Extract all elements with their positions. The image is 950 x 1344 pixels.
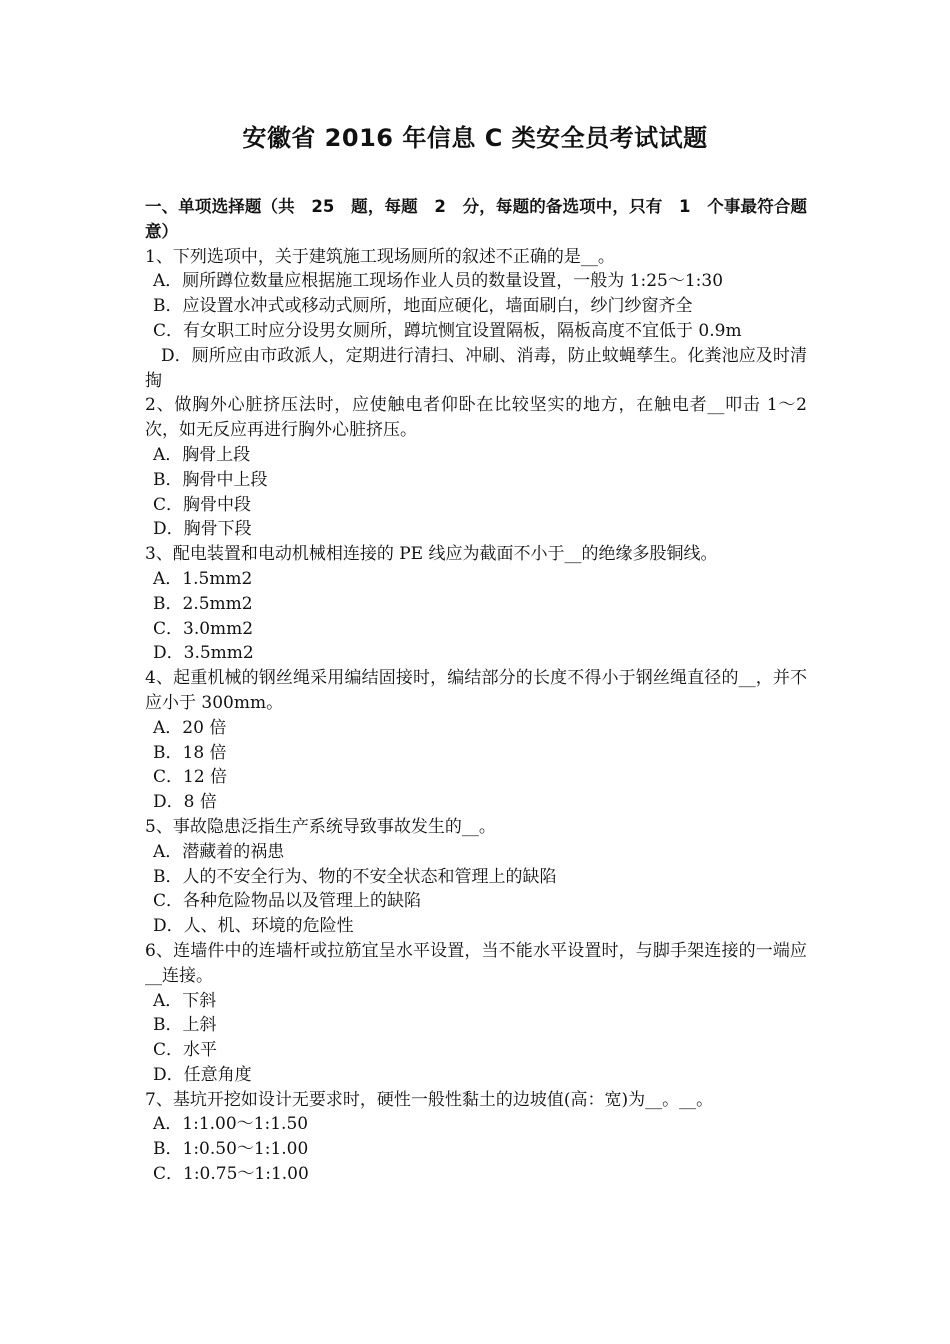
option-letter: D． — [153, 916, 184, 937]
option-text: 各种危险物品以及管理上的缺陷 — [183, 891, 422, 912]
option-d — [145, 517, 807, 542]
option-letter: D． — [153, 519, 184, 540]
option-c — [145, 493, 807, 518]
option-a — [145, 1112, 807, 1137]
option-a — [145, 840, 807, 865]
option-text: 1:1.00～1:1.50 — [182, 1114, 309, 1135]
option-letter: C． — [153, 320, 184, 341]
question-text: 4、起重机械的钢丝绳采用编结固接时，编结部分的长度不得小于钢丝绳直径的__，并不应小于 300mm。 — [145, 668, 807, 713]
option-b — [145, 294, 807, 319]
option-letter: D． — [153, 643, 184, 664]
question-text: 6、连墙件中的连墙杆或拉筋宜呈水平设置，当不能水平设置时，与脚手架连接的一端应__连接。 — [145, 940, 807, 986]
option-letter: A． — [153, 717, 183, 738]
option-letter: C． — [153, 767, 184, 788]
option-letter: B． — [153, 296, 183, 317]
option-letter: B． — [153, 1139, 183, 1160]
option-letter: A． — [153, 271, 183, 292]
option-c — [145, 889, 807, 914]
option-text: 20 倍 — [182, 717, 227, 738]
option-d — [145, 344, 807, 394]
option-letter: A． — [153, 444, 183, 465]
option-letter: C． — [153, 494, 184, 515]
option-text: 水平 — [183, 1040, 218, 1061]
question-text: 3、配电装置和电动机械相连接的 PE 线应为截面不小于__的绝缘多股铜线。 — [145, 544, 718, 565]
option-letter: D． — [161, 345, 192, 366]
option-d — [145, 914, 807, 939]
question-text: 5、事故隐患泛指生产系统导致事故发生的__。 — [145, 816, 496, 837]
option-letter: B． — [153, 469, 183, 490]
option-c — [145, 319, 807, 344]
question-block — [145, 939, 807, 1088]
option-a — [145, 989, 807, 1014]
option-letter: B． — [153, 866, 183, 887]
question-block — [145, 542, 807, 666]
option-c — [145, 1162, 807, 1187]
option-b — [145, 468, 807, 493]
question-text: 7、基坑开挖如设计无要求时，硬性一般性黏土的边坡值(高：宽)为__。__。 — [145, 1089, 714, 1110]
question-block — [145, 815, 807, 939]
option-letter: C． — [153, 891, 184, 912]
option-text: 应设置水冲式或移动式厕所，地面应硬化，墙面刷白，纱门纱窗齐全 — [182, 296, 693, 317]
option-letter: C． — [153, 1164, 184, 1185]
option-b — [145, 1137, 807, 1162]
question-block — [145, 1088, 807, 1187]
option-letter: C． — [153, 1040, 184, 1061]
option-letter: A． — [153, 1114, 183, 1135]
option-text: 3.5mm2 — [183, 643, 254, 664]
option-text: 厕所蹲位数量应根据施工现场作业人员的数量设置，一般为 1:25～1:30 — [182, 271, 724, 292]
option-text: 人、机、环境的危险性 — [183, 916, 354, 937]
option-letter: A． — [153, 990, 183, 1011]
option-text: 8 倍 — [183, 792, 217, 813]
option-text: 上斜 — [182, 1015, 217, 1036]
option-text: 3.0mm2 — [183, 618, 254, 639]
option-letter: D． — [153, 792, 184, 813]
option-a — [145, 567, 807, 592]
document-title: 安徽省 2016 年信息 C 类安全员考试试题 — [242, 124, 708, 152]
option-d — [145, 641, 807, 666]
question-block — [145, 393, 807, 542]
option-a — [145, 269, 807, 294]
option-text: 胸骨中段 — [183, 494, 252, 515]
option-b — [145, 1013, 807, 1038]
option-letter: B． — [153, 593, 183, 614]
option-b — [145, 865, 807, 890]
option-d — [145, 1063, 807, 1088]
question-text: 2、做胸外心脏挤压法时，应使触电者仰卧在比较坚实的地方，在触电者__叩击 1～2 次，如无反应再进行胸外心脏挤压。 — [145, 395, 807, 441]
option-text: 下斜 — [182, 990, 217, 1011]
option-text: 潜藏着的祸患 — [182, 841, 285, 862]
option-d — [145, 790, 807, 815]
option-text: 1.5mm2 — [182, 568, 253, 589]
option-text: 人的不安全行为、物的不安全状态和管理上的缺陷 — [182, 866, 557, 887]
option-text: 1:0.75～1:1.00 — [183, 1164, 309, 1185]
option-text: 18 倍 — [182, 742, 227, 763]
option-letter: B． — [153, 1015, 183, 1036]
option-letter: A． — [153, 568, 183, 589]
option-letter: A． — [153, 841, 183, 862]
question-text: 1、下列选项中，关于建筑施工现场厕所的叙述不正确的是__。 — [145, 246, 615, 267]
option-a — [145, 716, 807, 741]
option-text: 胸骨上段 — [182, 444, 251, 465]
option-text: 厕所应由市政派人，定期进行清扫、冲刷、消毒，防止蚊蝇孳生。化粪池应及时清掏 — [145, 345, 807, 391]
option-letter: D． — [153, 1064, 184, 1085]
question-block — [145, 666, 807, 815]
option-text: 胸骨下段 — [183, 519, 252, 540]
option-letter: B． — [153, 742, 183, 763]
option-c — [145, 617, 807, 642]
option-text: 有女职工时应分设男女厕所，蹲坑恻宜设置隔板，隔板高度不宜低于 0.9m — [183, 320, 742, 341]
question-block — [145, 245, 807, 394]
option-c — [145, 765, 807, 790]
option-text: 任意角度 — [183, 1064, 252, 1085]
section-heading: 一、单项选择题（共 25 题，每题 2 分，每题的备选项中，只有 1 个事最符合题意） — [145, 197, 807, 241]
option-text: 12 倍 — [183, 767, 228, 788]
option-text: 胸骨中上段 — [182, 469, 268, 490]
document-content — [145, 195, 807, 1187]
option-b — [145, 592, 807, 617]
option-letter: C． — [153, 618, 184, 639]
option-c — [145, 1038, 807, 1063]
option-b — [145, 741, 807, 766]
option-a — [145, 443, 807, 468]
option-text: 2.5mm2 — [182, 593, 253, 614]
option-text: 1:0.50～1:1.00 — [182, 1139, 309, 1160]
